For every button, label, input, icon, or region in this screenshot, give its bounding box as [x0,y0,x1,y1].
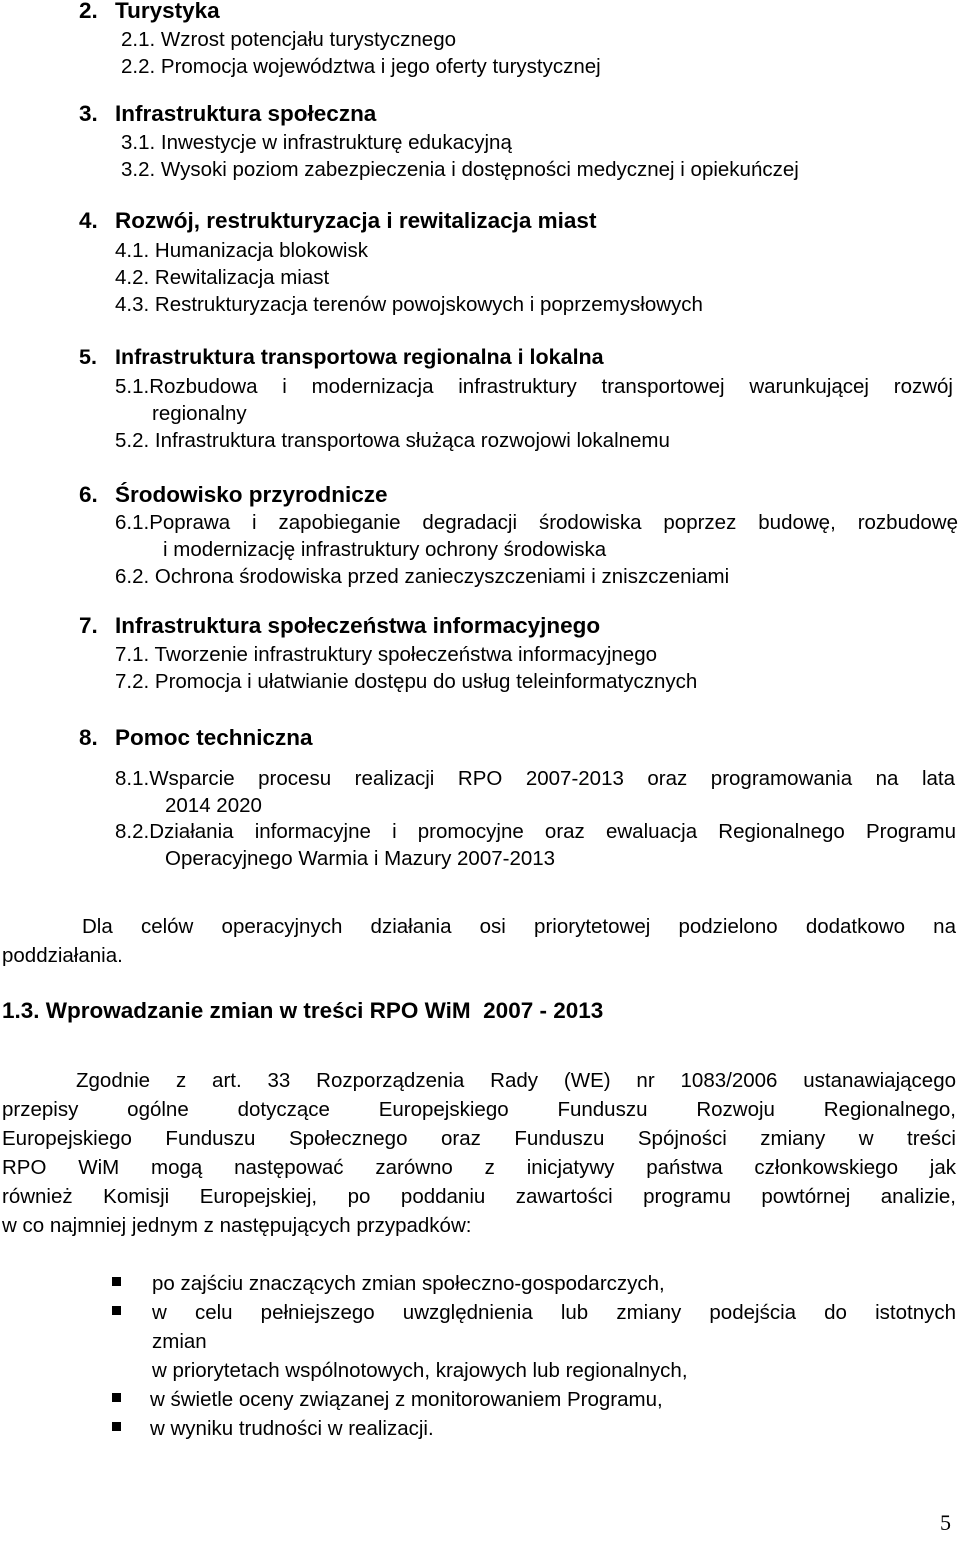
axis-number: 7. [79,613,98,638]
bullet-text: zmian [152,1330,207,1353]
bullet-text: po zajściu znaczących zmian społeczno-gospodarczych, [152,1272,665,1295]
measure-item [115,567,729,588]
measure-text: Wzrost potencjału turystycznego [160,28,457,51]
measure-item [115,513,958,534]
bullet-text: w celu pełniejszego uwzględnienia lub zmiany podejścia do istotnych [152,1301,956,1324]
axis-number: 8. [79,725,98,750]
axis-title: Infrastruktura transportowa regionalna i lokalna [115,345,604,369]
measure-text: Rozbudowa i modernizacja infrastruktury transportowej warunkującej rozwój [149,375,953,398]
measure-number: 5.1. [115,375,150,398]
page-number: 5 [940,1510,951,1535]
measure-item [115,822,956,843]
axis-number: 2. [79,0,98,23]
measure-item [115,645,657,666]
axis-number: 3. [79,101,98,126]
axis-title: Rozwój, restrukturyzacja i rewitalizacja miast [115,208,597,233]
measure-item [115,769,955,790]
axis-title: Turystyka [115,0,220,23]
measure-number: 4.2. [115,266,150,289]
measure-text-cont [163,540,606,561]
measure-text: Promocja województwa i jego oferty turystycznej [160,55,601,78]
paragraph-line: Dla celów operacyjnych działania osi priorytetowej podzielono dodatkowo na [82,915,956,938]
axis-heading [79,615,600,638]
measure-item [115,268,329,289]
measure-text: regionalny [152,402,247,425]
measure-item [115,295,703,316]
measure-number: 8.2. [115,820,150,843]
paragraph-line: Europejskiego Funduszu Społecznego oraz Funduszu Spójności zmiany w treści [2,1127,956,1150]
bullet-square-icon [112,1393,121,1402]
measure-number: 2.2. [121,55,156,78]
measure-number: 4.3. [115,293,150,316]
bullet-square-icon [112,1306,121,1315]
paragraph-line: poddziałania. [2,944,123,967]
measure-item [121,133,512,154]
measure-item [121,30,456,51]
measure-number: 3.1. [121,131,156,154]
measure-number: 3.2. [121,158,156,181]
axis-heading [79,727,313,750]
bullet-text: w priorytetach wspólnotowych, krajowych lub regionalnych, [152,1359,688,1382]
measure-text: 2014 2020 [165,794,262,817]
section-number: 1.3. [2,998,40,1023]
measure-item [115,431,670,452]
measure-number: 7.1. [115,643,150,666]
measure-text: Promocja i ułatwianie dostępu do usług teleinformatycznych [154,670,698,693]
measure-text: Restrukturyzacja terenów powojskowych i poprzemysłowych [154,293,703,316]
measure-item [121,160,799,181]
bullet-text: w wyniku trudności w realizacji. [150,1417,434,1440]
measure-item [115,672,697,693]
measure-text: Tworzenie infrastruktury społeczeństwa informacyjnego [154,643,658,666]
axis-heading [79,484,388,507]
section-heading [2,1000,603,1023]
measure-text: Humanizacja blokowisk [154,239,368,262]
bullet-square-icon [112,1277,121,1286]
measure-text: Działania informacyjne i promocyjne oraz ewaluacja Regionalnego Programu [149,820,956,843]
measure-text: i modernizację infrastruktury ochrony środowiska [163,538,607,561]
bullet-text: w świetle oceny związanej z monitorowaniem Programu, [150,1388,663,1411]
axis-title: Pomoc techniczna [115,725,313,750]
axis-number: 6. [79,482,98,507]
axis-heading [79,0,220,23]
paragraph-line: Zgodnie z art. 33 Rozporządzenia Rady (WE) nr 1083/2006 ustanawiającego [76,1069,956,1092]
paragraph-line: w co najmniej jednym z następujących przypadków: [2,1214,472,1237]
paragraph-line: przepisy ogólne dotyczące Europejskiego Funduszu Rozwoju Regionalnego, [2,1098,956,1121]
measure-item [121,57,601,78]
axis-number: 5. [79,345,97,369]
measure-text-cont [165,849,555,870]
measure-number: 5.2. [115,429,150,452]
axis-title: Infrastruktura społeczna [115,101,377,126]
measure-text: Wysoki poziom zabezpieczenia i dostępności medycznej i opiekuńczej [160,158,799,181]
measure-item [115,377,953,398]
measure-item [115,241,368,262]
axis-heading [79,210,596,233]
measure-text-cont [152,404,247,425]
bullet-square-icon [112,1422,121,1431]
measure-number: 2.1. [121,28,156,51]
paragraph-line: RPO WiM mogą następować zarówno z inicjatywy państwa członkowskiego jak [2,1156,956,1179]
axis-number: 4. [79,208,98,233]
measure-number: 6.1. [115,511,150,534]
axis-title: Środowisko przyrodnicze [115,482,388,507]
measure-number: 4.1. [115,239,150,262]
measure-text: Poprawa i zapobieganie degradacji środowiska poprzez budowę, rozbudowę [149,511,958,534]
measure-text: Operacyjnego Warmia i Mazury 2007-2013 [165,847,556,870]
measure-number: 7.2. [115,670,150,693]
measure-number: 8.1. [115,767,150,790]
axis-heading [79,103,376,126]
measure-text: Inwestycje w infrastrukturę edukacyjną [160,131,512,154]
paragraph-line: również Komisji Europejskiej, po poddaniu zawartości programu powtórnej analizie, [2,1185,956,1208]
axis-title: Infrastruktura społeczeństwa informacyjnego [115,613,601,638]
measure-text: Wsparcie procesu realizacji RPO 2007-2013 oraz programowania na lata [149,767,955,790]
axis-heading [79,347,604,369]
measure-text: Ochrona środowiska przed zanieczyszczeniami i zniszczeniami [154,565,730,588]
measure-number: 6.2. [115,565,150,588]
measure-text-cont [165,796,262,817]
measure-text: Rewitalizacja miast [154,266,330,289]
section-title: Wprowadzanie zmian w treści RPO WiM 2007 - 2013 [45,998,604,1023]
measure-text: Infrastruktura transportowa służąca rozwojowi lokalnemu [154,429,670,452]
